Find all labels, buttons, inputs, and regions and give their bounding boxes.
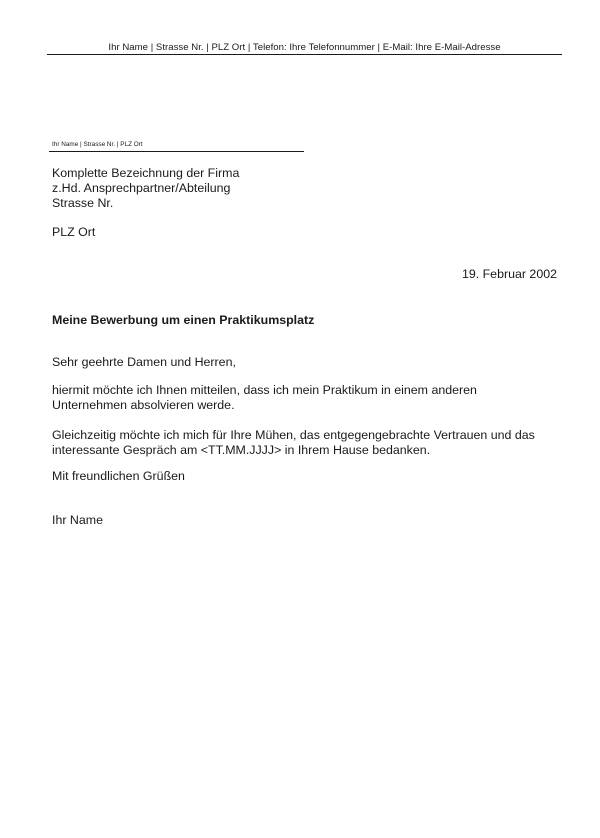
letter-closing: Mit freundlichen Grüßen (52, 469, 185, 483)
recipient-street: Strasse Nr. (52, 196, 114, 210)
body-paragraph-line: Gleichzeitig möchte ich mich für Ihre Mühen, das entgegengebrachte Vertrauen und das (52, 428, 535, 442)
letter-date: 19. Februar 2002 (461, 267, 557, 281)
body-paragraph-line: interessante Gespräch am <TT.MM.JJJJ> in Ihrem Hause bedanken. (52, 443, 431, 457)
letter-subject: Meine Bewerbung um einen Praktikumsplatz (52, 313, 315, 327)
letterhead-divider (47, 54, 562, 55)
recipient-contact: z.Hd. Ansprechpartner/Abteilung (52, 181, 231, 195)
body-paragraph (52, 383, 562, 413)
letter-salutation: Sehr geehrte Damen und Herren, (52, 355, 236, 369)
return-address-divider (49, 151, 304, 152)
recipient-company: Komplette Bezeichnung der Firma (52, 166, 240, 180)
letter-signature: Ihr Name (52, 513, 103, 527)
body-paragraph (52, 428, 562, 458)
body-paragraph-line: hiermit möchte ich Ihnen mitteilen, dass ich mein Praktikum in einem anderen (52, 383, 477, 397)
letterhead-sender-info: Ihr Name | Strasse Nr. | PLZ Ort | Telefon: Ihre Telefonnummer | E-Mail: Ihre E-Mail-Adresse (108, 42, 501, 53)
body-paragraph-line: Unternehmen absolvieren werde. (52, 398, 235, 412)
return-address-line: Ihr Name | Strasse Nr. | PLZ Ort (52, 141, 143, 148)
recipient-city: PLZ Ort (52, 225, 96, 239)
recipient-address-block (52, 166, 239, 211)
